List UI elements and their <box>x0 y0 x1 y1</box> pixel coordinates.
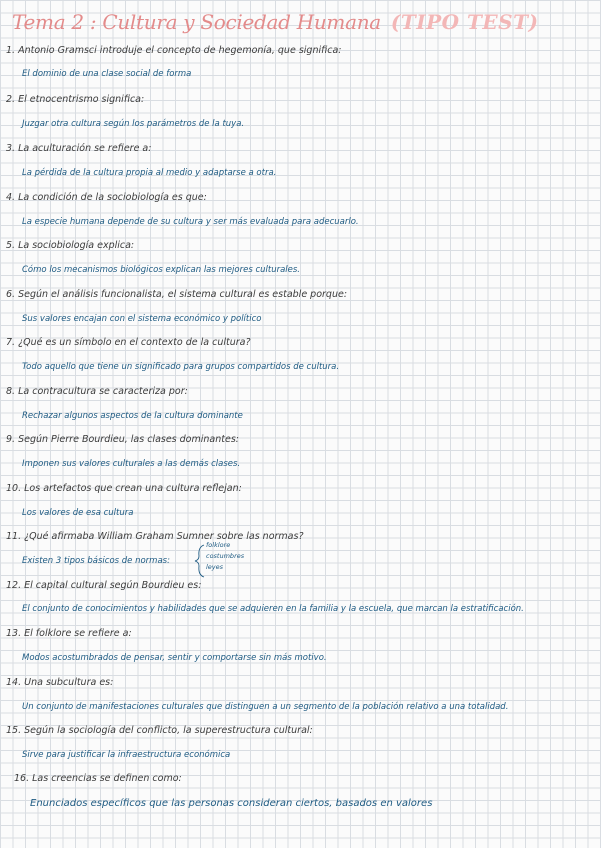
answer-9: Imponen sus valores culturales a las demás clases. <box>22 459 241 469</box>
question-4: 4. La condición de la sociobiología es que: <box>6 192 207 203</box>
question-14: 14. Una subcultura es: <box>6 677 114 688</box>
answer-12: El conjunto de conocimientos y habilidades que se adquieren en la familia y la escuela, que marcan la estratificación. <box>22 604 524 614</box>
norm-types-brace <box>194 544 206 578</box>
question-8: 8. La contracultura se caracteriza por: <box>6 386 188 397</box>
norm-type-3: leyes <box>206 563 224 571</box>
question-7: 7. ¿Qué es un símbolo en el contexto de la cultura? <box>6 337 251 348</box>
answer-6: Sus valores encajan con el sistema económico y político <box>22 314 262 324</box>
question-10: 10. Los artefactos que crean una cultura reflejan: <box>6 483 242 494</box>
answer-2: Juzgar otra cultura según los parámetros de la tuya. <box>22 119 245 129</box>
question-16: 16. Las creencias se definen como: <box>14 773 182 784</box>
title-tag: (TIPO TEST) <box>390 10 539 34</box>
question-5: 5. La sociobiología explica: <box>6 240 135 251</box>
answer-16: Enunciados específicos que las personas consideran ciertos, basados en valores <box>30 798 433 809</box>
answer-4: La especie humana depende de su cultura y ser más evaluada para adecuarlo. <box>22 217 359 227</box>
answer-7: Todo aquello que tiene un significado para grupos compartidos de cultura. <box>22 362 340 372</box>
answer-1: El dominio de una clase social de forma <box>22 69 192 79</box>
question-2: 2. El etnocentrismo significa: <box>6 94 145 105</box>
norm-type-1: folklore <box>206 541 231 549</box>
question-11: 11. ¿Qué afirmaba William Graham Sumner sobre las normas? <box>6 531 304 542</box>
question-12: 12. El capital cultural según Bourdieu es: <box>6 580 202 591</box>
answer-15: Sirve para justificar la infraestructura económica <box>22 750 231 760</box>
question-3: 3. La aculturación se refiere a: <box>6 143 152 154</box>
answer-10: Los valores de esa cultura <box>22 508 134 518</box>
answer-14: Un conjunto de manifestaciones culturales que distinguen a un segmento de la población relativo a una totalidad. <box>22 702 509 712</box>
question-1: 1. Antonio Gramsci introduje el concepto de hegemonía, que significa: <box>6 45 342 56</box>
answer-11: Existen 3 tipos básicos de normas: <box>22 556 170 566</box>
question-15: 15. Según la sociología del conflicto, la superestructura cultural: <box>6 725 313 736</box>
question-13: 13. El folklore se refiere a: <box>6 628 132 639</box>
answer-8: Rechazar algunos aspectos de la cultura dominante <box>22 411 243 421</box>
answer-3: La pérdida de la cultura propia al medio y adaptarse a otra. <box>22 168 277 178</box>
question-6: 6. Según el análisis funcionalista, el sistema cultural es estable porque: <box>6 289 348 300</box>
norm-type-2: costumbres <box>206 552 245 560</box>
answer-5: Cómo los mecanismos biológicos explican las mejores culturales. <box>22 265 301 275</box>
answer-13: Modos acostumbrados de pensar, sentir y comportarse sin más motivo. <box>22 653 327 663</box>
question-9: 9. Según Pierre Bourdieu, las clases dominantes: <box>6 434 239 445</box>
page-title <box>12 10 538 34</box>
norm-types-list <box>206 540 244 573</box>
title-main: Tema 2 : Cultura y Sociedad Humana <box>12 10 381 34</box>
